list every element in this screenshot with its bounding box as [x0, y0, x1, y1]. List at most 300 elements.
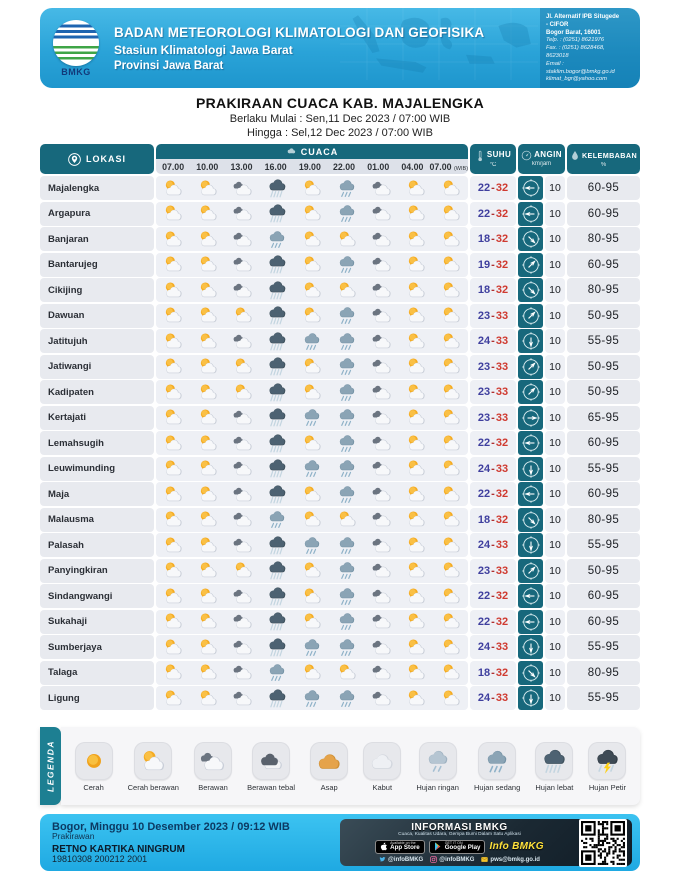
humidity-range: 60-95: [567, 176, 640, 200]
weather-icon-berawan: [370, 611, 394, 632]
weather-icon-berawan: [370, 178, 394, 199]
weather-icon-hujan-sedang: [335, 356, 359, 377]
weather-icon-hujan-lebat: [265, 611, 289, 632]
weather-icon-cerah-berawan: [161, 382, 185, 403]
weather-icon-cerah-berawan: [196, 560, 220, 581]
header-cuaca: [156, 144, 468, 159]
wind-direction-icon: [518, 559, 543, 583]
legend-hujan-petir-icon: [588, 742, 626, 780]
weather-icon-hujan-lebat: [265, 586, 289, 607]
humidity-range: 60-95: [567, 482, 640, 506]
station-address-block: [540, 8, 640, 88]
google-play-badge[interactable]: [429, 840, 486, 854]
location-name: Bantarujeg: [40, 253, 154, 277]
weather-icon-berawan: [370, 331, 394, 352]
humidity-range: 55-95: [567, 635, 640, 659]
weather-icon-cerah-berawan: [196, 229, 220, 250]
weather-icon-berawan: [370, 509, 394, 530]
contact-line: Email :: [546, 60, 564, 67]
weather-icon-berawan: [370, 407, 394, 428]
weather-icon-cerah-berawan: [404, 662, 428, 683]
weather-icon-cerah-berawan: [300, 662, 324, 683]
weather-icon-cerah-berawan: [161, 356, 185, 377]
agency-name: BADAN METEOROLOGI KLIMATOLOGI DAN GEOFISIKA: [114, 24, 485, 40]
table-row: [40, 227, 640, 251]
wind-speed: 10: [545, 176, 565, 200]
weather-icon-cerah-berawan: [161, 178, 185, 199]
weather-icon-berawan: [231, 586, 255, 607]
legend-item: [535, 742, 573, 792]
weather-icons-strip: [156, 610, 468, 634]
weather-icon-hujan-lebat: [265, 382, 289, 403]
weather-icon-cerah-berawan: [231, 305, 255, 326]
table-row: [40, 533, 640, 557]
weather-icon-berawan: [231, 178, 255, 199]
weather-icon-cerah-berawan: [439, 509, 463, 530]
temperature-range: 23 - 33: [470, 380, 516, 404]
table-row: [40, 584, 640, 608]
address-line: Jl. Alternatif IPB Situgede: [546, 14, 620, 20]
header-suhu-label: SUHU: [486, 150, 512, 160]
wind-direction-icon: [518, 431, 543, 455]
weather-icons-strip: [156, 202, 468, 226]
weather-icon-cerah-berawan: [161, 458, 185, 479]
humidity-range: 55-95: [567, 686, 640, 710]
weather-icons-strip: [156, 508, 468, 532]
location-name: Panyingkiran: [40, 559, 154, 583]
header-suhu-unit: °C: [489, 161, 497, 168]
temperature-range: 23 - 33: [470, 406, 516, 430]
weather-icon-berawan: [370, 203, 394, 224]
weather-icon-hujan-sedang: [335, 407, 359, 428]
weather-icon-hujan-sedang: [335, 178, 359, 199]
location-name: Dawuan: [40, 304, 154, 328]
weather-icon-cerah-berawan: [161, 509, 185, 530]
forecast-rows: [40, 176, 640, 710]
weather-icon-hujan-sedang: [300, 331, 324, 352]
address-lines: [546, 13, 634, 37]
weather-icon-cerah-berawan: [404, 331, 428, 352]
weather-icon-cerah-berawan: [404, 509, 428, 530]
station-name: Stasiun Klimatologi Jawa Barat: [114, 42, 293, 57]
wind-direction-icon: [518, 227, 543, 251]
wind-direction-icon: [518, 457, 543, 481]
weather-icon-cerah-berawan: [196, 178, 220, 199]
weather-icon-cerah-berawan: [161, 433, 185, 454]
weather-icon-cerah-berawan: [404, 305, 428, 326]
humidity-range: 60-95: [567, 431, 640, 455]
weather-icon-berawan: [370, 458, 394, 479]
weather-icon-cerah-berawan: [335, 662, 359, 683]
weather-icon-berawan: [370, 535, 394, 556]
header-angin-unit: km/jam: [531, 161, 552, 168]
wind-speed: 10: [545, 304, 565, 328]
legend-label: Berawan tebal: [247, 783, 296, 792]
weather-icon-cerah-berawan: [439, 382, 463, 403]
weather-bulletin-page: [0, 8, 680, 877]
weather-icon-cerah-berawan: [404, 611, 428, 632]
weather-icon-cerah-berawan: [404, 280, 428, 301]
weather-icon-berawan: [370, 662, 394, 683]
weather-icons-strip: [156, 278, 468, 302]
weather-icon-cerah-berawan: [300, 611, 324, 632]
table-row: [40, 380, 640, 404]
instagram-icon: [430, 856, 437, 863]
weather-icon-berawan: [370, 382, 394, 403]
forecast-table: [40, 144, 640, 710]
weather-icon-cerah-berawan: [300, 178, 324, 199]
weather-icon-berawan: [231, 407, 255, 428]
header-banner: [40, 8, 640, 88]
weather-icon-cerah-berawan: [161, 331, 185, 352]
header-angin: [518, 144, 565, 174]
location-name: Maja: [40, 482, 154, 506]
weather-icon-cerah-berawan: [439, 688, 463, 709]
weather-icon-hujan-sedang: [335, 586, 359, 607]
header-cuaca-label: CUACA: [300, 146, 339, 157]
wind-speed: 10: [545, 380, 565, 404]
weather-icon-cerah-berawan: [196, 535, 220, 556]
weather-icon-cerah-berawan: [439, 611, 463, 632]
temperature-range: 19 - 32: [470, 253, 516, 277]
weather-icon-cerah-berawan: [404, 560, 428, 581]
apple-icon: [380, 842, 387, 851]
footer-signature: [48, 819, 332, 866]
weather-icon-cerah-berawan: [439, 254, 463, 275]
legend-label: Kabut: [372, 783, 393, 792]
weather-icon-hujan-sedang: [300, 407, 324, 428]
weather-icon-hujan-sedang: [335, 560, 359, 581]
humidity-range: 55-95: [567, 533, 640, 557]
weather-icon-hujan-sedang: [335, 331, 359, 352]
wind-direction-icon: [518, 202, 543, 226]
google-play-line1: GET IT ON: [444, 840, 463, 845]
weather-icon-cerah-berawan: [439, 178, 463, 199]
bmkg-logo-text: BMKG: [61, 66, 91, 77]
weather-icon-cerah-berawan: [300, 560, 324, 581]
weather-icon-cerah-berawan: [404, 203, 428, 224]
info-bmkg-app-label[interactable]: Info BMKG: [489, 841, 544, 852]
wind-speed: 10: [545, 406, 565, 430]
time-column-label: 13.00: [230, 161, 253, 172]
weather-icon-cerah-berawan: [196, 688, 220, 709]
weather-icon-berawan: [370, 254, 394, 275]
thermometer-icon: [475, 150, 485, 162]
location-name: Malausma: [40, 508, 154, 532]
legend-label: Cerah: [83, 783, 104, 792]
weather-icon-berawan: [370, 229, 394, 250]
wind-speed: 10: [545, 533, 565, 557]
legend-hujan-lebat-icon: [535, 742, 573, 780]
weather-icon-berawan: [231, 688, 255, 709]
wind-direction-icon: [518, 253, 543, 277]
weather-icon-berawan: [231, 433, 255, 454]
valid-from: Berlaku Mulai : Sen,11 Dec 2023 / 07:00 WIB: [229, 113, 451, 125]
page-title: PRAKIRAAN CUACA KAB. MAJALENGKA: [195, 95, 484, 111]
weather-icons-strip: [156, 431, 468, 455]
location-name: Argapura: [40, 202, 154, 226]
time-column-label: 16.00: [264, 161, 287, 172]
weather-icon-hujan-lebat: [265, 178, 289, 199]
weather-icon-cerah-berawan: [439, 484, 463, 505]
location-name: Jatiwangi: [40, 355, 154, 379]
legend-label: Hujan sedang: [473, 783, 521, 792]
header-kelembaban-label: KELEMBABAN: [581, 150, 638, 160]
weather-icon-cerah-berawan: [404, 407, 428, 428]
weather-icon-hujan-lebat: [265, 484, 289, 505]
weather-icon-berawan: [370, 280, 394, 301]
weather-icon-cerah-berawan: [161, 637, 185, 658]
weather-icon-cerah-berawan: [231, 560, 255, 581]
weather-icon-cerah-berawan: [300, 586, 324, 607]
humidity-range: 80-95: [567, 278, 640, 302]
wind-speed: 10: [545, 253, 565, 277]
weather-icon-cerah-berawan: [196, 356, 220, 377]
weather-icon-cerah-berawan: [439, 407, 463, 428]
info-bmkg-subtitle: Cuaca, Kualitas Udara, Gempa Bumi Dalam Satu Aplikasi: [398, 832, 521, 837]
weather-icon-cerah-berawan: [439, 586, 463, 607]
wind-direction-icon: [518, 584, 543, 608]
table-row: [40, 661, 640, 685]
weather-icon-cerah-berawan: [404, 433, 428, 454]
weather-icon-cerah-berawan: [439, 229, 463, 250]
app-store-line2: App Store: [390, 844, 420, 852]
wind-speed: 10: [545, 559, 565, 583]
table-header: [40, 144, 640, 174]
legend-label: Cerah berawan: [127, 783, 179, 792]
weather-icon-berawan: [231, 331, 255, 352]
weather-icon-cerah-berawan: [196, 458, 220, 479]
legend-cerah-berawan-icon: [134, 742, 172, 780]
temperature-range: 24 - 33: [470, 457, 516, 481]
weather-icon-berawan: [231, 611, 255, 632]
header-kelembaban: [567, 144, 640, 174]
weather-icon-cerah-berawan: [404, 535, 428, 556]
table-row: [40, 508, 640, 532]
humidity-range: 50-95: [567, 355, 640, 379]
wind-speed: 10: [545, 584, 565, 608]
weather-icon-cerah-berawan: [439, 535, 463, 556]
location-pin-icon: [68, 153, 81, 166]
temperature-range: 23 - 33: [470, 304, 516, 328]
humidity-range: 80-95: [567, 227, 640, 251]
weather-icon-cerah-berawan: [300, 305, 324, 326]
location-name: Sukahaji: [40, 610, 154, 634]
temperature-range: 22 - 32: [470, 176, 516, 200]
temperature-range: 22 - 32: [470, 431, 516, 455]
weather-icon-cerah-berawan: [404, 484, 428, 505]
wind-speed: 10: [545, 227, 565, 251]
contact-line: staklim.bogor@bmkg.go.id: [546, 68, 615, 75]
legend-hujan-ringan-icon: [419, 742, 457, 780]
table-row: [40, 482, 640, 506]
weather-icon-berawan: [370, 586, 394, 607]
location-name: Jatitujuh: [40, 329, 154, 353]
province-name: Provinsi Jawa Barat: [114, 59, 224, 72]
weather-icon-hujan-sedang: [265, 662, 289, 683]
weather-icon-cerah-berawan: [161, 203, 185, 224]
weather-icon-berawan: [231, 509, 255, 530]
time-column-label: 07.00: [162, 161, 185, 172]
google-play-line2: Google Play: [444, 844, 481, 852]
wind-direction-icon: [518, 304, 543, 328]
weather-icons-strip: [156, 380, 468, 404]
email-text: pws@bmkg.go.id: [490, 856, 540, 863]
weather-icon-cerah-berawan: [335, 509, 359, 530]
weather-icon-cerah-berawan: [196, 331, 220, 352]
humidity-range: 50-95: [567, 304, 640, 328]
contact-line: Telp. : (0251) 8621976: [546, 37, 605, 44]
weather-icons-strip: [156, 559, 468, 583]
google-play-icon: [434, 842, 442, 851]
weather-icon-cerah-berawan: [335, 280, 359, 301]
weather-icon-cerah-berawan: [439, 637, 463, 658]
weather-icon-cerah-berawan: [231, 382, 255, 403]
temperature-range: 22 - 32: [470, 482, 516, 506]
weather-icon-cerah-berawan: [404, 178, 428, 199]
wind-direction-icon: [518, 278, 543, 302]
legend-item: [128, 742, 179, 792]
weather-icon-hujan-lebat: [265, 254, 289, 275]
header-angin-label: ANGIN: [534, 150, 562, 160]
temperature-range: 24 - 33: [470, 533, 516, 557]
weather-icon-cerah-berawan: [196, 637, 220, 658]
temperature-range: 24 - 33: [470, 686, 516, 710]
bmkg-logo-icon: [53, 20, 99, 66]
weather-icon-hujan-lebat: [265, 560, 289, 581]
temperature-range: 22 - 32: [470, 584, 516, 608]
wind-direction-icon: [518, 176, 543, 200]
weather-icon-cerah-berawan: [439, 356, 463, 377]
weather-icon-hujan-sedang: [335, 611, 359, 632]
weather-icon-cerah-berawan: [196, 407, 220, 428]
wind-speed: 10: [545, 610, 565, 634]
wind-direction-icon: [518, 380, 543, 404]
app-store-line1: Available on the: [390, 840, 416, 845]
weather-icon-hujan-sedang: [335, 637, 359, 658]
location-name: Banjaran: [40, 227, 154, 251]
weather-icon-hujan-sedang: [335, 458, 359, 479]
address-line: Bogor Barat, 16001: [546, 30, 601, 37]
wib-suffix: (WIB): [453, 165, 468, 172]
twitter-handle[interactable]: [379, 856, 423, 863]
weather-icon-berawan: [231, 484, 255, 505]
legend-berawan-tebal-icon: [252, 742, 290, 780]
weather-icon-cerah-berawan: [300, 509, 324, 530]
humidity-range: 50-95: [567, 559, 640, 583]
email-contact[interactable]: [481, 856, 540, 863]
wind-direction-icon: [518, 635, 543, 659]
weather-icon-cerah-berawan: [439, 305, 463, 326]
weather-icon-berawan: [370, 356, 394, 377]
table-row: [40, 176, 640, 200]
humidity-range: 55-95: [567, 457, 640, 481]
table-row: [40, 202, 640, 226]
wind-speed: 10: [545, 202, 565, 226]
weather-icon-cerah-berawan: [161, 407, 185, 428]
weather-icon-cerah-berawan: [196, 509, 220, 530]
weather-icons-strip: [156, 661, 468, 685]
compass-icon: [521, 150, 532, 161]
twitter-icon: [379, 856, 386, 863]
legend-item: [588, 742, 626, 792]
weather-icon-cerah-berawan: [404, 458, 428, 479]
weather-icon-cerah-berawan: [404, 254, 428, 275]
weather-icon-cerah-berawan: [300, 356, 324, 377]
weather-icon-cerah-berawan: [196, 662, 220, 683]
humidity-range: 60-95: [567, 202, 640, 226]
weather-icon-cerah-berawan: [196, 280, 220, 301]
wind-speed: 10: [545, 457, 565, 481]
legend-item: [247, 742, 295, 792]
legend-label: Hujan lebat: [535, 783, 574, 792]
time-column-label: 01.00: [367, 161, 390, 172]
weather-icon-hujan-sedang: [335, 203, 359, 224]
weather-icon-hujan-lebat: [265, 535, 289, 556]
weather-icon-cerah-berawan: [196, 254, 220, 275]
table-row: [40, 635, 640, 659]
weather-icon-hujan-lebat: [265, 356, 289, 377]
weather-icon-cerah-berawan: [161, 586, 185, 607]
weather-icon-cerah-berawan: [300, 484, 324, 505]
wind-speed: 10: [545, 508, 565, 532]
weather-icon-cerah-berawan: [196, 203, 220, 224]
legend-item: [194, 742, 232, 792]
weather-icon-cerah-berawan: [231, 356, 255, 377]
weather-icons-strip: [156, 584, 468, 608]
legend-item: [363, 742, 401, 792]
table-row: [40, 457, 640, 481]
wind-speed: 10: [545, 686, 565, 710]
weather-icon-berawan: [370, 433, 394, 454]
weather-icons-strip: [156, 635, 468, 659]
weather-icons-strip: [156, 227, 468, 251]
legend-kabut-icon: [363, 742, 401, 780]
legend-label: Hujan Petir: [588, 783, 626, 792]
weather-icon-berawan: [231, 662, 255, 683]
weather-icon-cerah-berawan: [161, 662, 185, 683]
weather-icon-berawan: [231, 229, 255, 250]
weather-icon-berawan: [231, 458, 255, 479]
legend-label: Asap: [320, 783, 338, 792]
location-name: Kadipaten: [40, 380, 154, 404]
temperature-range: 24 - 33: [470, 329, 516, 353]
temperature-range: 18 - 32: [470, 278, 516, 302]
cloud-icon: [286, 146, 297, 157]
humidity-range: 60-95: [567, 610, 640, 634]
wind-direction-icon: [518, 508, 543, 532]
app-badges: [345, 840, 574, 854]
weather-icon-hujan-sedang: [335, 484, 359, 505]
weather-icon-berawan: [370, 560, 394, 581]
location-name: Ligung: [40, 686, 154, 710]
weather-icons-strip: [156, 482, 468, 506]
humidity-range: 55-95: [567, 329, 640, 353]
app-store-badge[interactable]: [375, 840, 425, 854]
header-lokasi-label: LOKASI: [85, 154, 126, 164]
instagram-text: @infoBMKG: [439, 856, 475, 863]
temperature-range: 23 - 33: [470, 559, 516, 583]
contact-line: klimat_bgr@yahoo.com: [546, 76, 607, 83]
legend-item: [416, 742, 459, 792]
header-lokasi: [40, 144, 154, 174]
weather-icon-hujan-sedang: [300, 688, 324, 709]
temperature-range: 24 - 33: [470, 635, 516, 659]
droplet-icon: [570, 150, 580, 162]
instagram-handle[interactable]: [430, 856, 474, 863]
legend-asap-icon: [310, 742, 348, 780]
weather-icon-berawan: [370, 688, 394, 709]
